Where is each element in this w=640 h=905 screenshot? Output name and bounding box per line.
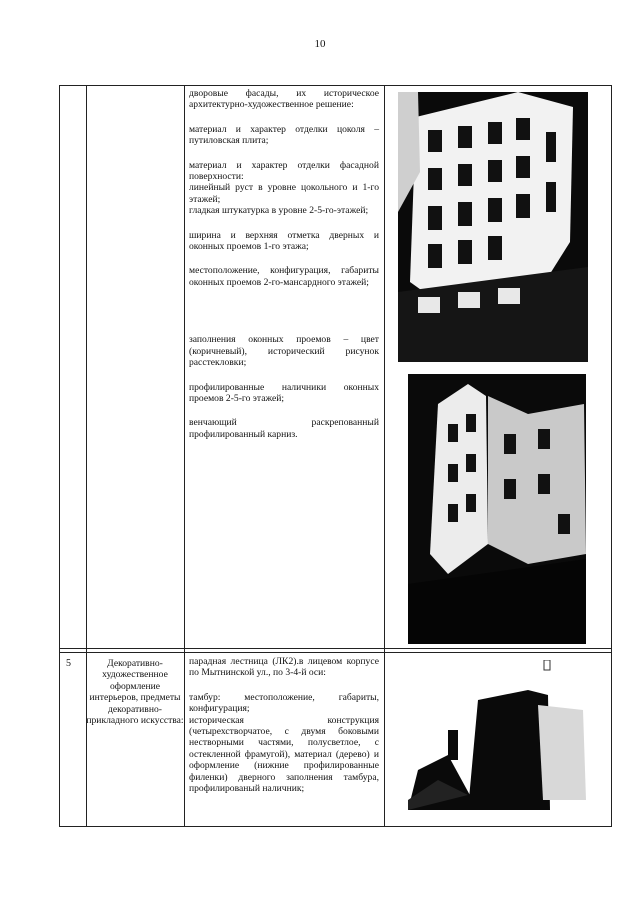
page-number: 10: [314, 38, 326, 50]
row-number: 5: [66, 658, 71, 669]
paragraph: ширина и верхняя отметка дверных и оконных проемов 1-го этажа;: [189, 229, 379, 253]
column-divider: [384, 86, 385, 826]
paragraph: материал и характер отделки фасадной поверхности:: [189, 159, 379, 183]
paragraph: дворовые фасады, их историческое архитектурно-художественное решение:: [189, 88, 379, 111]
paragraph: парадная лестница (ЛК2).в лицевом корпусе по Мытнинской ул., по 3-4-й оси:: [189, 656, 379, 679]
paragraph: гладкая штукатурка в уровне 2-5-го-этажей;: [189, 205, 369, 217]
paragraph: заполнения оконных проемов – цвет (коричневый), исторический рисунок расстекловки;: [189, 334, 379, 369]
section-title: Декоративно-художественное оформление интерьеров, предметы декоративно-прикладного искусства:: [86, 658, 184, 727]
paragraph: историческая конструкция (четырехстворчатое, с двумя боковыми нестворными частями, полусветлое, с остекленной фрамугой), материал (дерево) и оформление (нижние профилированные филенки) дверного заполнения тамбура, профилированый наличник;: [189, 714, 379, 795]
paragraph: материал и характер отделки цоколя – путиловская плита;: [189, 123, 379, 147]
vestibule-photo: [408, 660, 588, 810]
facade-photo: [398, 92, 588, 362]
row-divider: [60, 648, 611, 653]
row-1-description: [189, 88, 379, 453]
column-divider: [184, 86, 185, 826]
paragraph: венчающий раскрепованный профилированный карниз.: [189, 417, 379, 440]
paragraph: линейный руст в уровне цокольного и 1-го этажей;: [189, 182, 379, 205]
heritage-table: [59, 85, 612, 827]
paragraph: профилированные наличники оконных проемов 2-5-го этажей;: [189, 381, 379, 404]
courtyard-corner-photo: [408, 374, 586, 644]
row-2-description: [189, 656, 379, 794]
paragraph: местоположение, конфигурация, габариты оконных проемов 2-го-мансардного этажей;: [189, 265, 379, 288]
paragraph: тамбур: местоположение, габариты, конфигурация;: [189, 691, 379, 715]
